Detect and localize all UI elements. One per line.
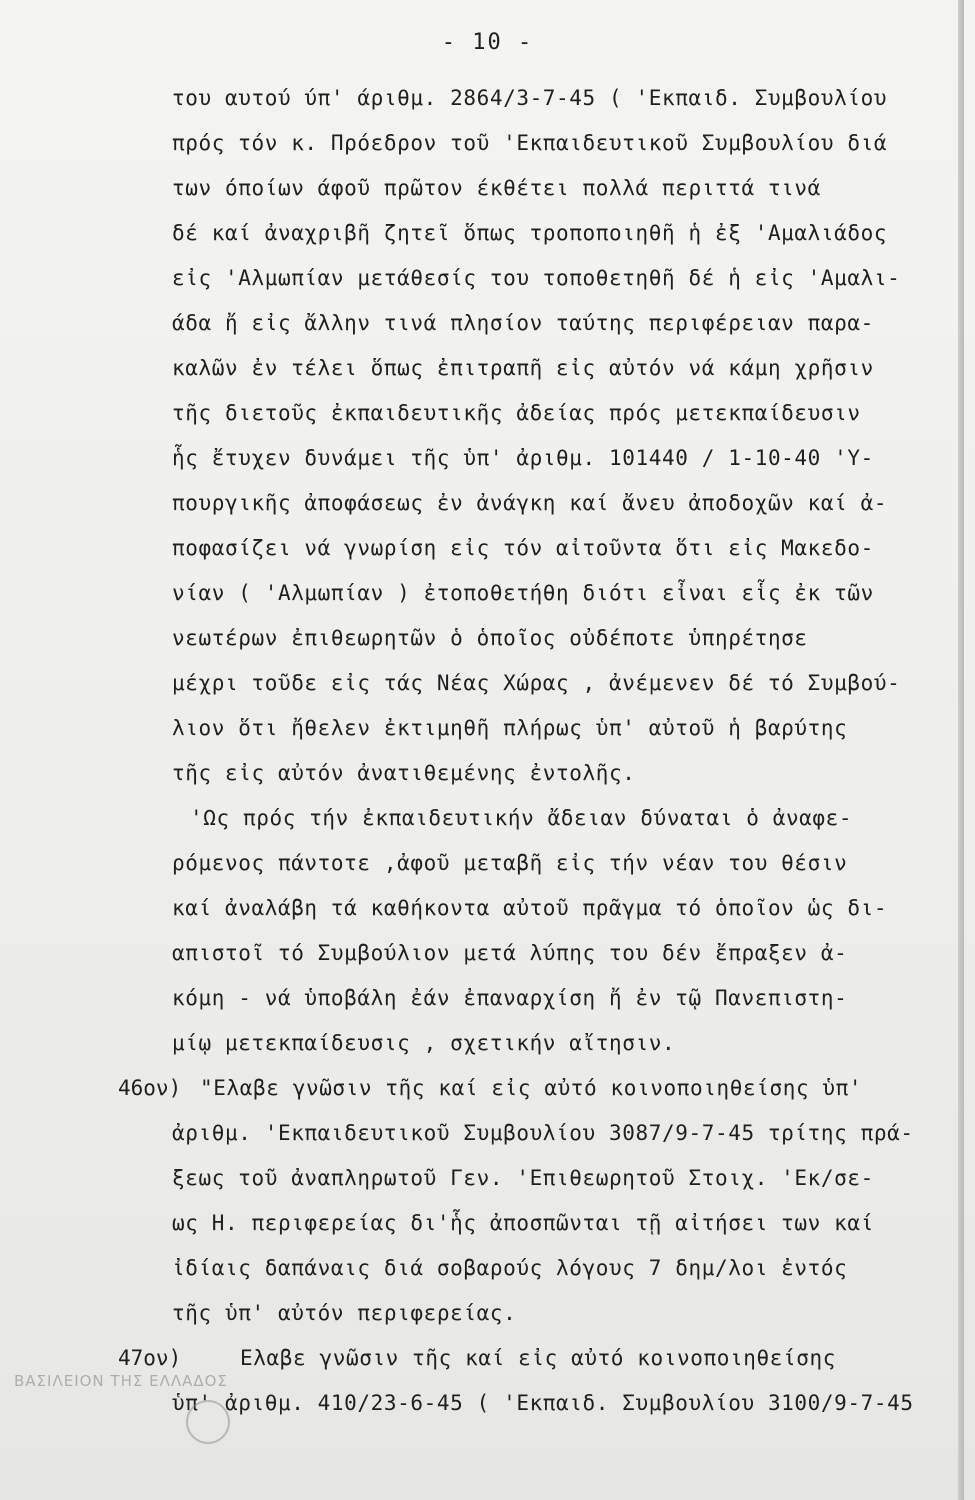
body-line: δέ καί ἀναχριβῆ ζητεῖ ὅπως τροποποιηθῆ ἡ ἐξ 'Αμαλιάδος [172, 221, 888, 245]
body-line: καί ἀναλάβη τά καθήκοντα αὐτοῦ πρᾶγμα τό ὁποῖον ὡς δι- [172, 896, 888, 920]
entry-number: 47ον) [118, 1346, 182, 1370]
library-stamp: ΒΑΣΙΛΕΙΟΝ ΤΗΣ ΕΛΛΑΔΟΣ [14, 1372, 228, 1390]
body-line: λιον ὅτι ἤθελεν ἐκτιμηθῆ πλήρως ὑπ' αὐτοῦ ἡ βαρύτης [172, 716, 848, 740]
body-line: καλῶν ἐν τέλει ὅπως ἐπιτραπῆ εἰς αὐτόν νά κάμη χρῆσιν [172, 356, 874, 380]
body-line: νεωτέρων ἐπιθεωρητῶν ὁ ὁποῖος οὐδέποτε ὑπηρέτησε [172, 626, 808, 650]
entry-line: ως Η. περιφερείας δι'ἧς ἀποσπῶνται τῇ αἰτήσει των καί [172, 1211, 874, 1235]
body-line: νίαν ( 'Αλμωπίαν ) ἐτοποθετήθη διότι εἶναι εἷς ἐκ τῶν [172, 581, 874, 605]
seal-mark-icon [186, 1400, 230, 1444]
page-number: - 10 - [441, 30, 534, 55]
body-line: ρόμενος πάντοτε ,ἀφοῦ μεταβῆ εἰς τήν νέαν του θέσιν [172, 851, 848, 875]
body-line: μίῳ μετεκπαίδευσις , σχετικήν αἴτησιν. [172, 1031, 676, 1055]
entry-line: ξεως τοῦ ἀναπληρωτοῦ Γεν. 'Επιθεωρητοῦ Στοιχ. 'Εκ/σε- [172, 1166, 874, 1190]
entry-line: Ελαβε γνῶσιν τῆς καί εἰς αὐτό κοινοποιηθείσης [240, 1346, 836, 1370]
body-line: άδα ἤ εἰς ἄλλην τινά πλησίον ταύτης περιφέρειαν παρα- [172, 311, 874, 335]
entry-line: τῆς ὑπ' αὐτόν περιφερείας. [172, 1301, 517, 1325]
body-line: των όποίων άφοῦ πρῶτον έκθέτει πολλά περιττά τινά [172, 176, 821, 200]
entry-line: ἀριθμ. 'Εκπαιδευτικοῦ Συμβουλίου 3087/9-7-45 τρίτης πρά- [172, 1121, 914, 1145]
body-line: τῆς εἰς αὐτόν ἀνατιθεμένης ἐντολῆς. [172, 761, 636, 785]
body-line: κόμη - νά ὑποβάλη ἐάν ἐπαναρχίση ἤ ἐν τῷ Πανεπιστη- [172, 986, 848, 1010]
entry-line: ἰδίαις δαπάναις διά σοβαρούς λόγους 7 δημ/λοι ἐντός [172, 1256, 848, 1280]
body-line: απιστοῖ τό Συμβούλιον μετά λύπης του δέν ἔπραξεν ἀ- [172, 941, 848, 965]
body-line: τῆς διετοῦς ἐκπαιδευτικῆς ἀδείας πρός μετεκπαίδευσιν [172, 401, 861, 425]
entry-line: "Ελαβε γνῶσιν τῆς καί εἰς αὐτό κοινοποιηθείσης ὑπ' [200, 1076, 863, 1100]
body-line: ποφασίζει νά γνωρίση εἰς τόν αἰτοῦντα ὅτι εἰς Μακεδο- [172, 536, 874, 560]
body-line: πουργικῆς ἀποφάσεως ἐν ἀνάγκη καί ἄνευ ἀποδοχῶν καί ἀ- [172, 491, 888, 515]
entry-line: ὑπ' ἀριθμ. 410/23-6-45 ( 'Εκπαιδ. Συμβουλίου 3100/9-7-45 [172, 1391, 914, 1415]
body-line: του αυτού ύπ' άριθμ. 2864/3-7-45 ( 'Εκπαιδ. Συμβουλίου [172, 86, 888, 110]
body-line: εἰς 'Αλμωπίαν μετάθεσίς του τοποθετηθῆ δέ ἡ εἰς 'Αμαλι- [172, 266, 901, 290]
page-edge-shadow [958, 0, 964, 1500]
entry-number: 46ον) [118, 1076, 182, 1100]
body-line: πρός τόν κ. Πρόεδρον τοῦ 'Εκπαιδευτικοῦ Συμβουλίου διά [172, 131, 888, 155]
body-line: ἧς ἔτυχεν δυνάμει τῆς ὑπ' ἀριθμ. 101440 / 1-10-40 'Υ- [172, 446, 874, 470]
body-line: 'Ως πρός τήν ἐκπαιδευτικήν ἄδειαν δύναται ὁ ἀναφε- [190, 806, 853, 830]
body-line: μέχρι τοῦδε εἰς τάς Νέας Χώρας , ἀνέμενεν δέ τό Συμβού- [172, 671, 901, 695]
